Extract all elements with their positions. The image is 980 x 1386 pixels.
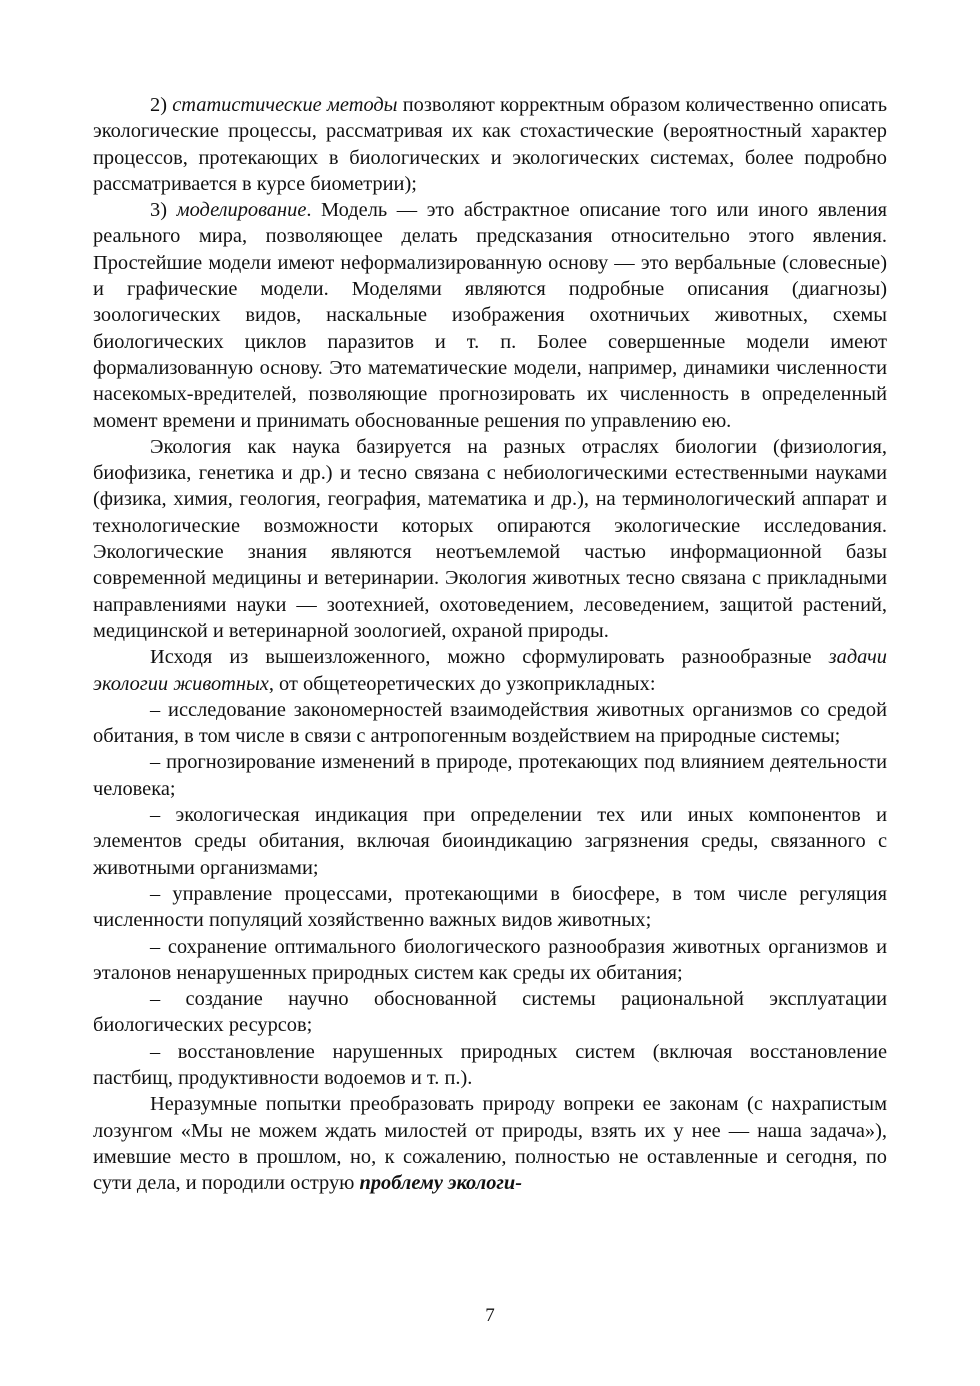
paragraph-text: . Модель — это абстрактное описание того или иного явления реального мира, позволяющее делать предсказания относительно этого явления. Простейшие модели имеют неформализированную основу — это вербальные (словесные) и графические модели. Моделями являются подробные описания (диагнозы) зоологических видов, наскальные изображения охотничьих животных, схемы биологических циклов паразитов и т. п. Более совершенные модели имеют формализованную основу. Это математические модели, например, динамики численности насекомых-вредителей, позволяющие прогнозировать их численность в определенный момент времени и принимать обоснованные решения по управлению ею. [93, 199, 887, 432]
paragraph-ecological-problem [93, 1091, 887, 1196]
bold-italic-term: проблему экологи- [359, 1172, 523, 1195]
paragraph-text: , от общетеоретических до узкоприкладных: [268, 672, 656, 695]
task-list-item: – исследование закономерностей взаимодействия животных организмов со средой обитания, в том числе в связи с антропогенным воздействием на природные системы; [93, 698, 887, 748]
task-list-item: – управление процессами, протекающими в биосфере, в том числе регуляция численности популяций хозяйственно важных видов животных; [93, 882, 887, 932]
paragraph-text: Экология как наука базируется на разных отраслях биологии (физиология, биофизика, генетика и др.) и тесно связана с небиологическими естественными науками (физика, химия, геология, география, математика и др.), на терминологический аппарат и технологические возможности которых опираются экологические исследования. Экологические знания являются неотъемлемой частью информационной базы современной медицины и ветеринарии. Экология животных тесно связана с прикладными направлениями науки — зоотехнией, охотоведением, лесоведением, защитой растений, медицинской и ветеринарной зоологией, охраной природы. [93, 435, 887, 642]
page-number: 7 [485, 1305, 495, 1326]
task-list-item: – прогнозирование изменений в природе, протекающих под влиянием деятельности человека; [93, 751, 887, 800]
paragraph-text: Неразумные попытки преобразовать природу вопреки ее законам (с нахрапистым лозунгом «Мы не можем ждать милостей от природы, взять их у нее — наша задача»), имевшие место в прошлом, но, к сожалению, полностью не оставленные и сегодня, по сути дела, и породили острую [93, 1093, 887, 1195]
italic-term: статистические методы [172, 94, 398, 116]
document-body [93, 92, 887, 1196]
task-list-item: – восстановление нарушенных природных систем (включая восстановление пастбищ, продуктивности водоемов и т. п.). [93, 1040, 887, 1089]
paragraph-text: позволяют корректным образом количественно описать экологические процессы, рассматривая их как стохастические (вероятностный характер процессов, протекающих в биологических и экологических системах, более подробно рассматривается в курсе биометрии); [93, 94, 887, 195]
paragraph-text: Исходя из вышеизложенного, можно сформулировать разнообразные [150, 646, 829, 669]
list-number: 2) [150, 94, 173, 116]
task-list-item: – создание научно обоснованной системы рациональной эксплуатации биологических ресурсов; [93, 988, 887, 1037]
paragraph-ecology-as-science [93, 434, 887, 644]
paragraph-modeling [93, 197, 887, 434]
paragraph-statistical-methods [93, 92, 887, 197]
italic-term: моделирование [176, 199, 307, 222]
task-list-item: – экологическая индикация при определении тех или иных компонентов и элементов среды обитания, включая биоиндикацию загрязнения среды, связанного с животными организмами; [93, 804, 887, 879]
italic-term: задачи экологии животных [93, 646, 887, 695]
paragraph-tasks-intro [93, 644, 887, 697]
task-list-item: – сохранение оптимального биологического разнообразия животных организмов и эталонов ненарушенных природных систем как среды их обитания; [93, 935, 887, 984]
list-number: 3) [150, 199, 177, 222]
